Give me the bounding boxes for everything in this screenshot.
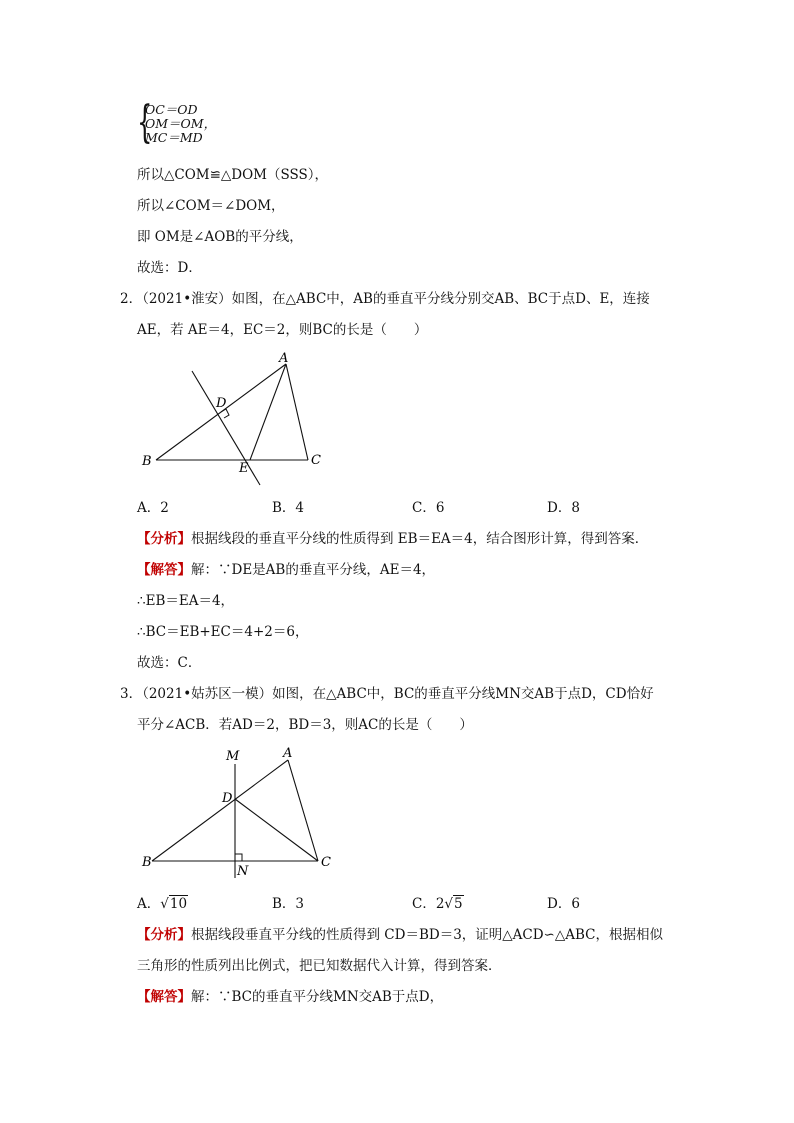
q3-analysis-line-2: 三角形的性质列出比例式，把已知数据代入计算，得到答案． bbox=[137, 958, 502, 974]
sqrt-sign: √5 bbox=[444, 896, 463, 912]
q2-label-b: B bbox=[142, 454, 152, 469]
q2-option-b: B．4 bbox=[272, 500, 305, 516]
q3-option-a bbox=[137, 895, 188, 913]
q3-option-a-radicand: 10 bbox=[169, 896, 188, 912]
q2-label-a: A bbox=[279, 351, 289, 366]
analysis-tag: 【分析】 bbox=[137, 927, 191, 943]
q3-analysis-line-1: 根据线段垂直平分线的性质得到 CD＝BD＝3，证明△ACD∽△ABC，根据相似 bbox=[191, 927, 664, 943]
q3-option-a-prefix: A． bbox=[137, 896, 161, 912]
q3-label-m: M bbox=[226, 749, 240, 764]
q3-option-b: B．3 bbox=[272, 896, 305, 912]
q3-label-d: D bbox=[222, 791, 233, 806]
q1-answer-line: 故选：D． bbox=[137, 260, 202, 276]
q3-segment-ac bbox=[288, 760, 318, 861]
q1-angle-line: 所以∠COM＝∠DOM， bbox=[137, 198, 285, 214]
q2-label-e: E bbox=[239, 461, 249, 476]
analysis-tag: 【分析】 bbox=[137, 531, 191, 547]
q2-solution-line-4: 故选：C． bbox=[137, 655, 202, 671]
sqrt-sign: √10 bbox=[160, 896, 188, 912]
q3-option-c bbox=[412, 895, 464, 913]
q2-solution-line-1: 解：∵DE是AB的垂直平分线，AE＝4， bbox=[191, 562, 436, 578]
solution-tag: 【解答】 bbox=[137, 989, 191, 1005]
q3-solution bbox=[137, 988, 443, 1006]
q3-figure bbox=[130, 740, 350, 885]
q3-segment-dc bbox=[235, 799, 318, 861]
q2-analysis-text: 根据线段的垂直平分线的性质得到 EB＝EA＝4，结合图形计算，得到答案． bbox=[191, 531, 649, 547]
q2-solution bbox=[137, 561, 435, 579]
q3-right-angle-mark bbox=[235, 854, 242, 861]
q2-stem-line-2: AE，若 AE＝4，EC＝2，则BC的长是（ ） bbox=[137, 322, 428, 338]
q2-figure bbox=[130, 345, 340, 495]
q3-analysis bbox=[137, 926, 663, 944]
q2-solution-line-3: ∴BC＝EB+EC＝4+2＝6， bbox=[137, 624, 309, 640]
q1-bisector-line: 即 OM是∠AOB的平分线， bbox=[137, 229, 303, 245]
equation-row-1: OC＝OD bbox=[145, 102, 198, 117]
q3-option-c-radicand: 5 bbox=[454, 896, 463, 912]
equation-row-3: MC＝MD bbox=[145, 130, 203, 145]
left-brace: { bbox=[137, 97, 153, 148]
q3-stem-line-2: 平分∠ACB．若AD＝2，BD＝3，则AC的长是（ ） bbox=[137, 717, 473, 733]
q3-solution-line-1: 解：∵BC的垂直平分线MN交AB于点D， bbox=[191, 989, 444, 1005]
q2-analysis bbox=[137, 530, 648, 548]
q3-label-n: N bbox=[237, 864, 249, 879]
q3-stem-line-1: 3．（2021•姑苏区一模）如图，在△ABC中，BC的垂直平分线MN交AB于点D，CD恰好 bbox=[120, 686, 654, 702]
q3-option-d: D．6 bbox=[547, 896, 580, 912]
q2-segment-ae bbox=[250, 364, 286, 460]
q3-segment-ab bbox=[152, 760, 288, 861]
q2-solution-line-2: ∴EB＝EA＝4， bbox=[137, 593, 235, 609]
q3-label-c: C bbox=[321, 855, 331, 870]
q1-congruent-line: 所以△COM≌△DOM（SSS）， bbox=[137, 167, 329, 183]
q2-perpendicular-bisector bbox=[192, 371, 260, 485]
q2-segment-ac bbox=[286, 364, 308, 460]
q2-label-d: D bbox=[216, 396, 227, 411]
q3-option-c-prefix: C．2 bbox=[412, 896, 445, 912]
equation-system bbox=[137, 97, 227, 149]
q3-label-a: A bbox=[283, 746, 293, 761]
solution-tag: 【解答】 bbox=[137, 562, 191, 578]
q2-option-c: C．6 bbox=[412, 500, 445, 516]
equation-row-2: OM＝OM， bbox=[145, 116, 217, 131]
q2-label-c: C bbox=[311, 453, 321, 468]
q3-label-b: B bbox=[142, 855, 152, 870]
q2-stem-line-1: 2．（2021•淮安）如图，在△ABC中，AB的垂直平分线分别交AB、BC于点D、E，连接 bbox=[120, 291, 650, 307]
q2-option-d: D．8 bbox=[547, 500, 580, 516]
q2-option-a: A．2 bbox=[137, 500, 169, 516]
